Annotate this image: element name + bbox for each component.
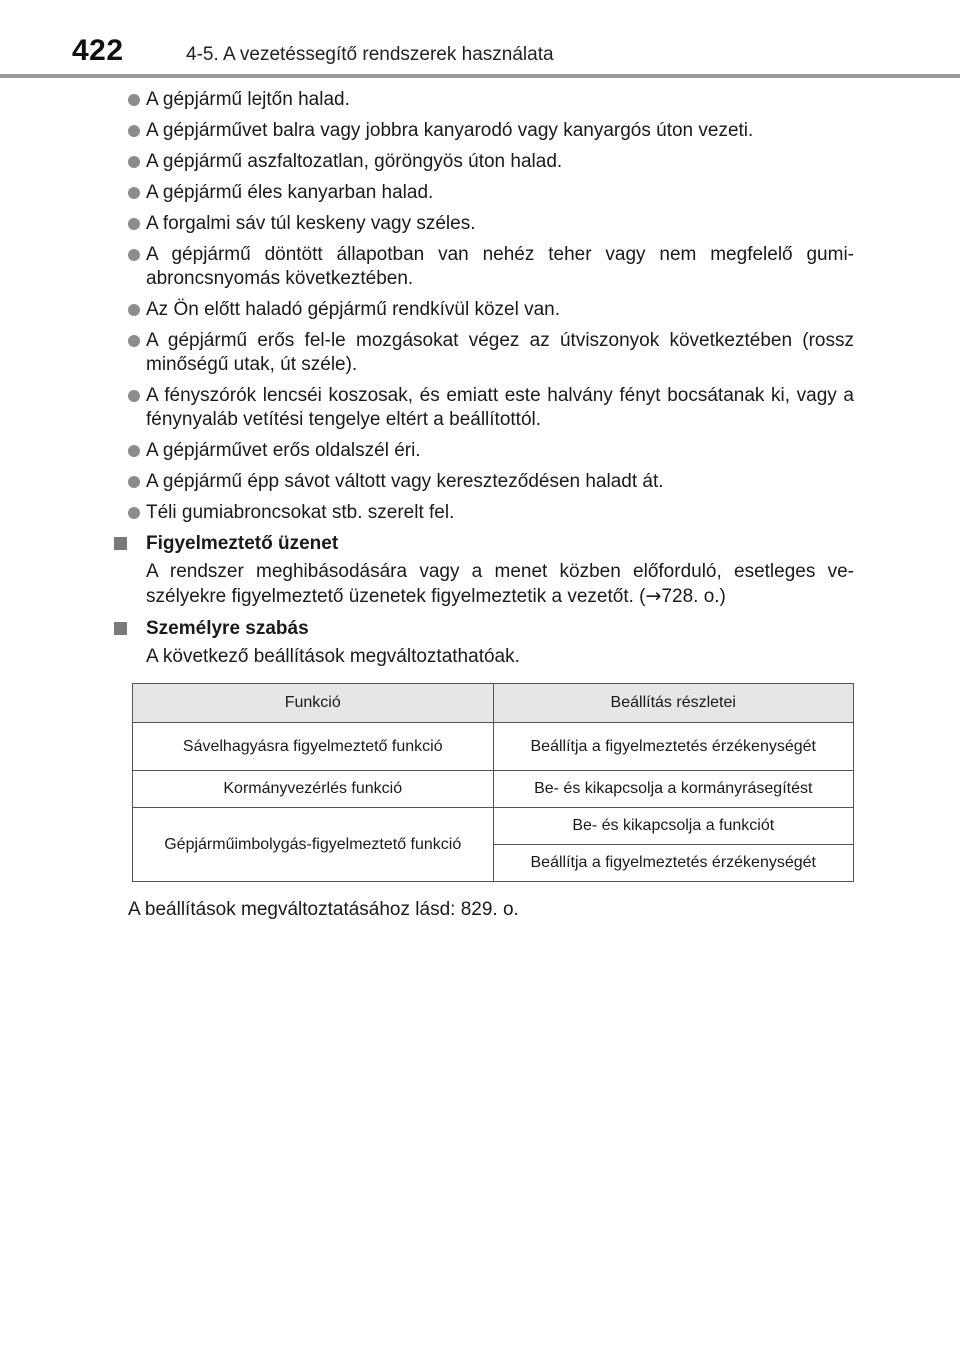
bullet-dot-icon: [128, 445, 140, 457]
list-item: A gépjárművet erős oldalszél éri.: [128, 439, 854, 463]
section-square-icon: [114, 537, 127, 550]
section-square-icon: [114, 622, 127, 635]
list-item: A gépjárművet balra vagy jobbra kanyarodó vagy kanyargós úton vezeti.: [128, 119, 854, 143]
bullet-dot-icon: [128, 249, 140, 261]
page-number: 422: [72, 34, 124, 67]
list-item: A gépjármű épp sávot váltott vagy kereszteződésen haladt át.: [128, 470, 854, 494]
table-cell-detail: Beállítja a figyelmeztetés érzékenységét: [493, 845, 854, 882]
table-row: [133, 723, 854, 771]
warning-text: A rendszer meghibásodására vagy a menet közben előforduló, esetleges ve-szélyekre figyelmeztető üzenetek figyelmeztetik a vezetőt. (→728. o.): [146, 561, 854, 607]
list-item: A gépjármű lejtőn halad.: [128, 88, 854, 112]
table-row: [133, 771, 854, 808]
settings-footer-note: A beállítások megváltoztatásához lásd: 829. o.: [128, 899, 519, 920]
table-cell-detail: Beállítja a figyelmeztetés érzékenységét: [493, 723, 854, 771]
header-divider: [0, 74, 960, 78]
list-item: A gépjármű aszfaltozatlan, göröngyös úton halad.: [128, 150, 854, 174]
page-header: [0, 0, 960, 80]
customization-heading: Személyre szabás: [128, 617, 854, 641]
bullet-dot-icon: [128, 125, 140, 137]
page-reference-link[interactable]: 728. o.): [661, 586, 726, 607]
bullet-dot-icon: [128, 335, 140, 347]
arrow-right-icon: →: [645, 585, 662, 607]
settings-table: [132, 683, 854, 882]
table-header-function: Funkció: [133, 684, 494, 723]
list-item: A forgalmi sáv túl keskeny vagy széles.: [128, 212, 854, 236]
bullet-dot-icon: [128, 507, 140, 519]
section-title: 4-5. A vezetéssegítő rendszerek használata: [186, 44, 554, 65]
table-cell-detail: Be- és kikapcsolja a kormányrásegítést: [493, 771, 854, 808]
bullet-dot-icon: [128, 94, 140, 106]
table-cell-detail: Be- és kikapcsolja a funkciót: [493, 808, 854, 845]
list-item: A fényszórók lencséi koszosak, és emiatt este halvány fényt bocsátanak ki, vagy a fénynyaláb vetítési tengelye eltért a beállítottól.: [128, 384, 854, 432]
table-cell-function: Gépjárműimbolygás-figyelmeztető funkció: [133, 808, 494, 882]
table-cell-function: Kormányvezérlés funkció: [133, 771, 494, 808]
bullet-dot-icon: [128, 390, 140, 402]
warning-heading: Figyelmeztető üzenet: [128, 532, 854, 556]
bullet-dot-icon: [128, 304, 140, 316]
list-item: A gépjármű éles kanyarban halad.: [128, 181, 854, 205]
table-row: [133, 808, 854, 845]
table-cell-function: Sávelhagyásra figyelmeztető funkció: [133, 723, 494, 771]
list-item: Téli gumiabroncsokat stb. szerelt fel.: [128, 501, 854, 525]
bullet-dot-icon: [128, 187, 140, 199]
list-item: A gépjármű erős fel-le mozgásokat végez az útviszonyok következtében (rossz minőségű utak, út széle).: [128, 329, 854, 377]
list-item: Az Ön előtt haladó gépjármű rendkívül közel van.: [128, 298, 854, 322]
settings-table-wrapper: [128, 683, 854, 882]
bullet-dot-icon: [128, 218, 140, 230]
customization-intro: A következő beállítások megváltoztathatóak.: [146, 646, 520, 667]
bullet-dot-icon: [128, 476, 140, 488]
list-item: A gépjármű döntött állapotban van nehéz teher vagy nem megfelelő gumi-abroncsnyomás következtében.: [128, 243, 854, 291]
bullet-dot-icon: [128, 156, 140, 168]
table-header-detail: Beállítás részletei: [493, 684, 854, 723]
page-content: [128, 88, 854, 930]
